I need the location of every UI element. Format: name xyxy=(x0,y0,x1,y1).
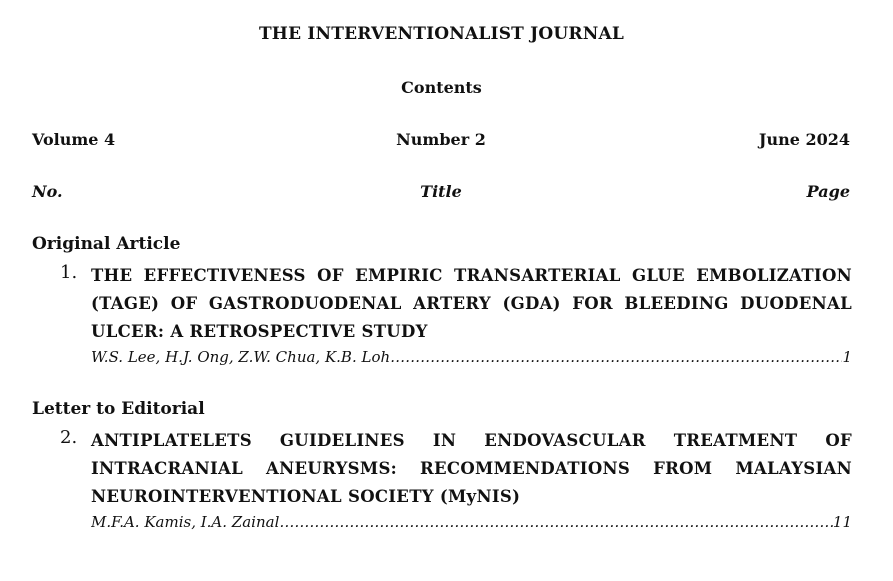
section-heading-letter-to-editorial: Letter to Editorial xyxy=(32,399,205,419)
issue-date: June 2024 xyxy=(758,130,850,149)
dot-leader xyxy=(390,346,842,368)
toc-entry[interactable] xyxy=(60,427,852,533)
entry-authors-line xyxy=(91,511,852,533)
number-label: Number 2 xyxy=(396,130,486,149)
column-headers xyxy=(32,182,850,201)
entry-number: 1. xyxy=(60,262,78,283)
dot-leader xyxy=(279,511,833,533)
section-heading-original-article: Original Article xyxy=(32,234,181,254)
toc-entry[interactable] xyxy=(60,262,852,368)
entry-authors-line xyxy=(91,346,852,368)
entry-page-number: 11 xyxy=(832,513,852,531)
column-header-no: No. xyxy=(32,182,63,201)
entry-authors: W.S. Lee, H.J. Ong, Z.W. Chua, K.B. Loh xyxy=(91,348,391,366)
contents-heading: Contents xyxy=(401,78,482,97)
column-header-title: Title xyxy=(420,182,462,201)
entry-title[interactable]: ANTIPLATELETS GUIDELINES IN ENDOVASCULAR TREATMENT OF INTRACRANIAL ANEURYSMS: RECOMMENDATIONS FROM MALAYSIAN NEUROINTERVENTIONAL SOCIETY (MyNIS) xyxy=(91,431,852,506)
volume-label: Volume 4 xyxy=(32,130,116,149)
entry-page-number: 1 xyxy=(842,348,852,366)
column-header-page: Page xyxy=(806,182,850,201)
journal-title: THE INTERVENTIONALIST JOURNAL xyxy=(258,24,625,44)
entry-authors: M.F.A. Kamis, I.A. Zainal xyxy=(91,513,280,531)
entry-number: 2. xyxy=(60,427,78,448)
entry-title[interactable]: THE EFFECTIVENESS OF EMPIRIC TRANSARTERIAL GLUE EMBOLIZATION (TAGE) OF GASTRODUODENAL ARTERY (GDA) FOR BLEEDING DUODENAL ULCER: A RETROSPECTIVE STUDY xyxy=(91,266,852,341)
issue-info-row xyxy=(32,130,850,149)
